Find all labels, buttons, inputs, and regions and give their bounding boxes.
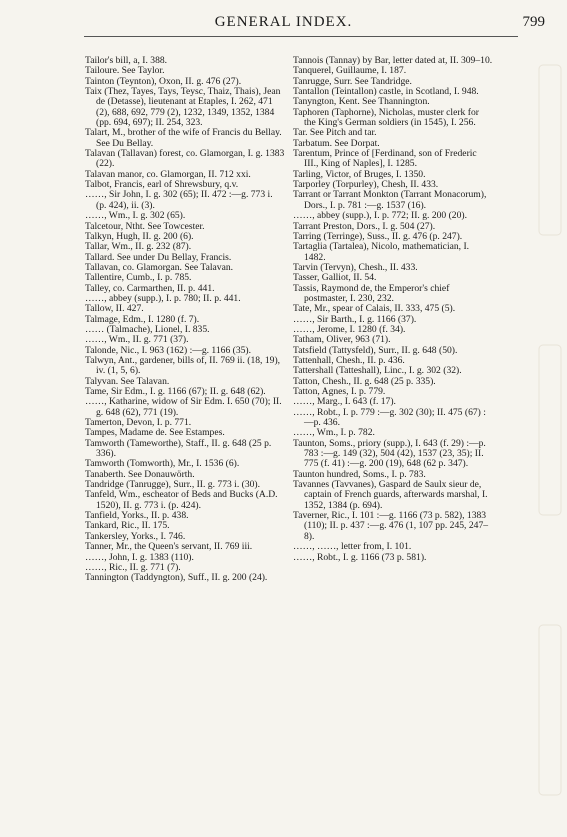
index-entry: ……, Ric., II. g. 771 (7).	[85, 561, 181, 573]
index-entry: Talbot, Francis, earl of Shrewsbury, q.v.	[85, 179, 239, 191]
index-entry: Taunton hundred, Soms., I. p. 783.	[293, 468, 426, 480]
index-entry: Taphoren (Taphorne), Nicholas, muster clerk for the King's German soldiers (in 1545), I. 256.	[293, 106, 479, 129]
index-entry: Taverner, Ric., I. 101 :—g. 1166 (73 p. 582), 1383 (110); II. p. 437 :—g. 476 (1, 107 pp. 245, 247–8).	[293, 510, 489, 542]
index-entry: Tannington (Taddyngton), Suff., II. g. 200 (24).	[85, 572, 268, 584]
index-entry: ……, Robt., I. p. 779 :—g. 302 (30); II. 475 (67) :—p. 436.	[293, 406, 486, 429]
index-entry: Tallentire, Cumb., I. p. 785.	[85, 272, 192, 284]
page-title: GENERAL INDEX.	[214, 14, 353, 30]
index-entry: Tarvin (Tervyn), Chesh., II. 433.	[293, 261, 418, 273]
index-entry: Tatsfield (Tattysfeld), Surr., II. g. 648 (50).	[293, 344, 458, 356]
index-entry: Tanner, Mr., the Queen's servant, II. 769 iii.	[85, 541, 253, 553]
index-entry: Tarring (Terringe), Suss., II. g. 476 (p. 247).	[293, 230, 463, 242]
index-entry: Tame, Sir Edm., I. g. 1166 (67); II. g. 648 (62).	[85, 386, 266, 397]
index-entry: ……, Wm., I. p. 782.	[293, 427, 375, 439]
index-entry: Tavannes (Tavvanes), Gaspard de Saulx sieur de, captain of French guards, afterwards marshal, I. 1352, 1384 (p. 694).	[293, 479, 488, 511]
index-entry: Tailoure. See Taylor.	[85, 65, 165, 77]
index-entry: Tanrugge, Surr. See Tandridge.	[293, 75, 412, 87]
index-entry: Tainton (Teynton), Oxon, II. g. 476 (27).	[85, 75, 242, 87]
index-entry: Tarrant Preston, Dors., I. g. 504 (27).	[293, 220, 436, 232]
index-entry: Tankersley, Yorks., I. 746.	[85, 530, 186, 542]
index-entry: Tampes, Madame de. See Estampes.	[85, 427, 225, 439]
index-entry: Tar. See Pitch and tar.	[293, 127, 377, 139]
index-entry: Tarbatum. See Dorpat.	[293, 137, 380, 149]
index-entry: Talmage, Edm., I. 1280 (f. 7).	[85, 313, 200, 325]
index-entry: Tatton, Chesh., II. g. 648 (25 p. 335).	[293, 375, 436, 387]
index-entry: Talkyn, Hugh, II. g. 200 (6).	[85, 230, 194, 242]
index-entry: Tannois (Tannay) by Bar, letter dated at, II. 309–10.	[293, 55, 493, 66]
index-entry: Tallar, Wm., II. g. 232 (87).	[85, 241, 192, 253]
index-entry: ……, Marg., I. 643 (f. 17).	[293, 396, 396, 408]
index-entry: …… (Talmache), Lionel, I. 835.	[85, 323, 210, 335]
index-entry: Tandridge (Tanrugge), Surr., II. g. 773 i. (30).	[85, 479, 261, 491]
right-index-column	[293, 56, 493, 563]
index-entry: Tanaberth. See Donauwörth.	[85, 468, 195, 480]
left-index-column	[85, 56, 285, 584]
index-entry: Tarentum, Prince of [Ferdinand, son of Frederic III., King of Naples], I. 1285.	[293, 148, 477, 170]
index-entry: ……, Wm., I. g. 302 (65).	[85, 210, 186, 222]
index-entry: Tasser, Galliot, II. 54.	[293, 272, 377, 284]
index-entry: Tanfield, Yorks., II. p. 438.	[85, 510, 189, 522]
index-entry: ……, Sir Barth., I. g. 1166 (37).	[293, 313, 417, 325]
index-entry: Tanyngton, Kent. See Thannington.	[293, 96, 430, 108]
index-entry: Tarling, Victor, of Bruges, I. 1350.	[293, 168, 426, 180]
index-entry: ……, ……, letter from, I. 101.	[293, 541, 412, 553]
index-entry: Tarrant or Tarrant Monkton (Tarrant Monacorum), Dors., I. p. 781 :—g. 1537 (16).	[293, 189, 487, 211]
index-entry: ……, John, I. g. 1383 (110).	[85, 551, 194, 563]
index-entry: ……, Jerome, I. 1280 (f. 34).	[293, 323, 406, 335]
index-entry: Tattenhall, Chesh., II. p. 436.	[293, 354, 405, 366]
index-entry: Tatton, Agnes, I. p. 779.	[293, 386, 386, 397]
index-entry: Tankard, Ric., II. 175.	[85, 520, 170, 532]
index-entry: Tantallon (Teintallon) castle, in Scotland, I. 948.	[293, 86, 479, 98]
index-entry: Tallavan, co. Glamorgan. See Talavan.	[85, 261, 234, 273]
index-entry: ……, Wm., II. g. 771 (37).	[85, 334, 189, 346]
index-entry: ……, Katharine, widow of Sir Edm. I. 650 (70); II. g. 648 (62), 771 (19).	[85, 396, 282, 418]
index-entry: Tassis, Raymond de, the Emperor's chief postmaster, I. 230, 232.	[293, 282, 450, 304]
index-entry: Tallard. See under Du Bellay, Francis.	[85, 251, 232, 263]
index-entry: Tailor's bill, a, I. 388.	[85, 55, 168, 66]
index-entry: Talyvan. See Talavan.	[85, 375, 170, 387]
index-entry: ……, Robt., I. g. 1166 (73 p. 581).	[293, 551, 427, 563]
index-entry: Talley, co. Carmarthen, II. p. 441.	[85, 282, 215, 294]
index-entry: Tartaglia (Tartalea), Nicolo, mathematician, I. 1482.	[293, 241, 470, 263]
index-entry: Tallow, II. 427.	[85, 303, 144, 315]
page-number: 799	[522, 14, 545, 30]
index-entry: Tarporley (Torpurley), Chesh, II. 433.	[293, 179, 439, 191]
index-entry: Taix (Thez, Tayes, Tays, Teysc, Thaiz, Thais), Jean de (Detasse), lieutenant at Etaples, I. 262, 471 (2), 688, 692, 779 (2), 1232, 1349, 1352, 1384 (pp. 694, 697); II. 254, 323.	[85, 86, 281, 129]
index-entry: Tate, Mr., spear of Calais, II. 333, 475 (5).	[293, 303, 456, 315]
index-entry: Tanquerel, Guillaume, I. 187.	[293, 65, 407, 77]
index-entry: Talonde, Nic., I. 963 (162) :—g. 1166 (35).	[85, 344, 252, 356]
index-entry: Tamworth (Tomworth), Mr., I. 1536 (6).	[85, 458, 240, 470]
index-entry: Tanfeld, Wm., escheator of Beds and Bucks (A.D. 1520), II. g. 773 i. (p. 424).	[85, 489, 278, 511]
index-entry: ……, Sir John, I. g. 302 (65); II. 472 :—g. 773 i. (p. 424), ii. (3).	[85, 189, 273, 211]
running-head	[0, 14, 567, 34]
index-entry: Talavan (Tallavan) forest, co. Glamorgan, I. g. 1383 (22).	[85, 148, 285, 170]
index-entry: Tatham, Oliver, 963 (71).	[293, 334, 391, 346]
index-entry: Tamerton, Devon, I. p. 771.	[85, 417, 192, 429]
index-entry: Talwyn, Ant., gardener, bills of, II. 769 ii. (18, 19), iv. (1, 5, 6).	[85, 354, 281, 377]
header-rule	[84, 36, 518, 37]
index-entry: ……, abbey (supp.), I. p. 772; II. g. 200 (20).	[293, 210, 467, 222]
index-entry: Tamworth (Tameworthe), Staff., II. g. 648 (25 p. 336).	[85, 437, 272, 460]
index-entry: Talart, M., brother of the wife of Francis du Bellay. See Du Bellay.	[85, 127, 282, 149]
watermark-stamp	[535, 45, 565, 815]
index-entry: Talcetour, Ntht. See Towcester.	[85, 220, 205, 232]
index-entry: ……, abbey (supp.), I. p. 780; II. p. 441.	[85, 292, 241, 304]
index-entry: Talavan manor, co. Glamorgan, II. 712 xxi.	[85, 168, 251, 180]
index-entry: Taunton, Soms., priory (supp.), I. 643 (f. 29) :—p. 783 :—g. 149 (32), 504 (42), 1537 (23, 35); II. 775 (f. 41) :—g. 200 (19), 648 (62 p. 347).	[293, 437, 486, 470]
index-entry: Tattershall (Tatteshall), Linc., I. g. 302 (32).	[293, 365, 462, 377]
